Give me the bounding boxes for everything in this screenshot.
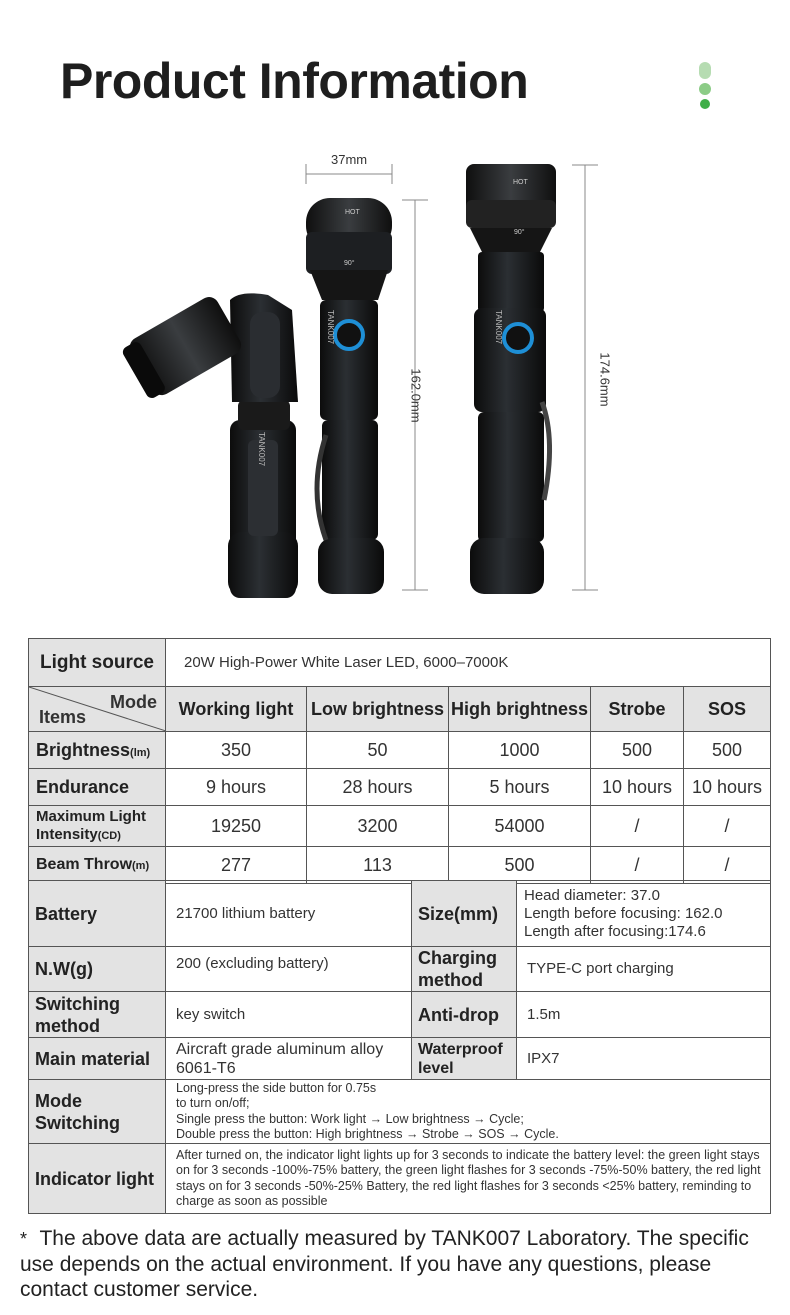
table-cell: 5 hours [449,769,591,806]
page-title: Product Information [60,53,529,109]
length-before-label: 162.0mm [408,368,424,423]
svg-text:90°: 90° [344,260,355,267]
light-source-label: Light source [29,639,166,687]
mode-switching-value: Long-press the side button for 0.75s to turn on/off; Single press the button: Work light → Low brightness → Cycle; Double press the button: High brightness → Strobe → SOS → Cycle. [166,1080,771,1144]
table-cell: 500 [684,732,771,769]
nw-label: N.W(g) [29,947,166,992]
table-cell: / [684,806,771,847]
dot-light [699,62,711,79]
table-cell: 10 hours [591,769,684,806]
corner-items-label: Items [39,707,87,727]
flashlight-right [466,164,556,594]
battery-value: 21700 lithium battery [166,881,412,947]
antidrop-label: Anti-drop [412,992,517,1038]
mode-header-sos: SOS [684,687,771,732]
dot-dark [700,99,710,109]
material-label: Main material [29,1038,166,1080]
waterproof-label: Waterproof level [412,1038,517,1080]
size-value: Head diameter: 37.0 Length before focusing: 162.0 Length after focusing:174.6 [517,881,771,947]
flashlight-illustration [0,140,790,610]
table-cell: 1000 [449,732,591,769]
charging-label: Charging method [412,947,517,992]
table-cell: 500 [449,847,591,884]
table-cell: 10 hours [684,769,771,806]
light-source-value: 20W High-Power White Laser LED, 6000–7000K [166,639,771,687]
row-label-endurance: Endurance [29,769,166,806]
switching-value: key switch [166,992,412,1038]
row-label-intensity: Maximum Light Intensity(CD) [29,806,166,847]
dot-medium [699,83,711,95]
table-cell: 350 [166,732,307,769]
antidrop-value: 1.5m [517,992,771,1038]
mode-header-strobe: Strobe [591,687,684,732]
footnote [20,1226,780,1302]
svg-text:90°: 90° [514,229,525,236]
table-cell: 9 hours [166,769,307,806]
table-cell: 50 [307,732,449,769]
svg-text:TANK007: TANK007 [326,310,335,345]
length-after-label: 174.6mm [597,352,613,407]
table-cell: / [591,806,684,847]
table-cell: / [591,847,684,884]
table-cell: / [684,847,771,884]
svg-text:HOT: HOT [345,209,360,216]
spec-table [28,638,771,884]
mode-items-corner [29,687,166,732]
charging-value: TYPE-C port charging [517,947,771,992]
table-cell: 500 [591,732,684,769]
table-cell: 3200 [307,806,449,847]
corner-mode-label: Mode [110,692,157,712]
info-table [28,880,771,1214]
battery-label: Battery [29,881,166,947]
mode-header-working: Working light [166,687,307,732]
switching-label: Switching method [29,992,166,1038]
row-label-brightness: Brightness(lm) [29,732,166,769]
mode-switching-label: Mode Switching [29,1080,166,1144]
table-cell: 28 hours [307,769,449,806]
product-photo [0,140,790,610]
size-label: Size(mm) [412,881,517,947]
material-value: Aircraft grade aluminum alloy 6061-T6 [166,1038,412,1080]
mode-header-low: Low brightness [307,687,449,732]
footnote-star: * [20,1229,28,1249]
table-cell: 113 [307,847,449,884]
row-label-beam-throw: Beam Throw(m) [29,847,166,884]
indicator-value: After turned on, the indicator light lights up for 3 seconds to indicate the battery level: the green light stays on for 3 seconds -100%-75% battery, the green light flashes for 3 seconds -75%-50% battery, the red light stays on for 3 seconds -50%-25% Battery, the red light flashes for 3 seconds <25% battery, reminding to charge as soon as possible [166,1144,771,1214]
decorative-dots [697,62,713,113]
mode-header-high: High brightness [449,687,591,732]
flashlight-angled [119,293,298,598]
indicator-label: Indicator light [29,1144,166,1214]
width-dimension-label: 37mm [331,152,368,167]
table-cell: 277 [166,847,307,884]
footnote-text: The above data are actually measured by TANK007 Laboratory. The specific use depends on the actual environment. If you have any questions, please contact customer service. [20,1227,749,1301]
table-cell: 54000 [449,806,591,847]
nw-value: 200 (excluding battery) [166,947,412,992]
brand-engraving: TANK007 [257,432,266,467]
svg-text:HOT: HOT [513,179,528,186]
svg-text:TANK007: TANK007 [494,310,503,345]
table-cell: 19250 [166,806,307,847]
waterproof-value: IPX7 [517,1038,771,1080]
flashlight-middle [306,198,392,594]
